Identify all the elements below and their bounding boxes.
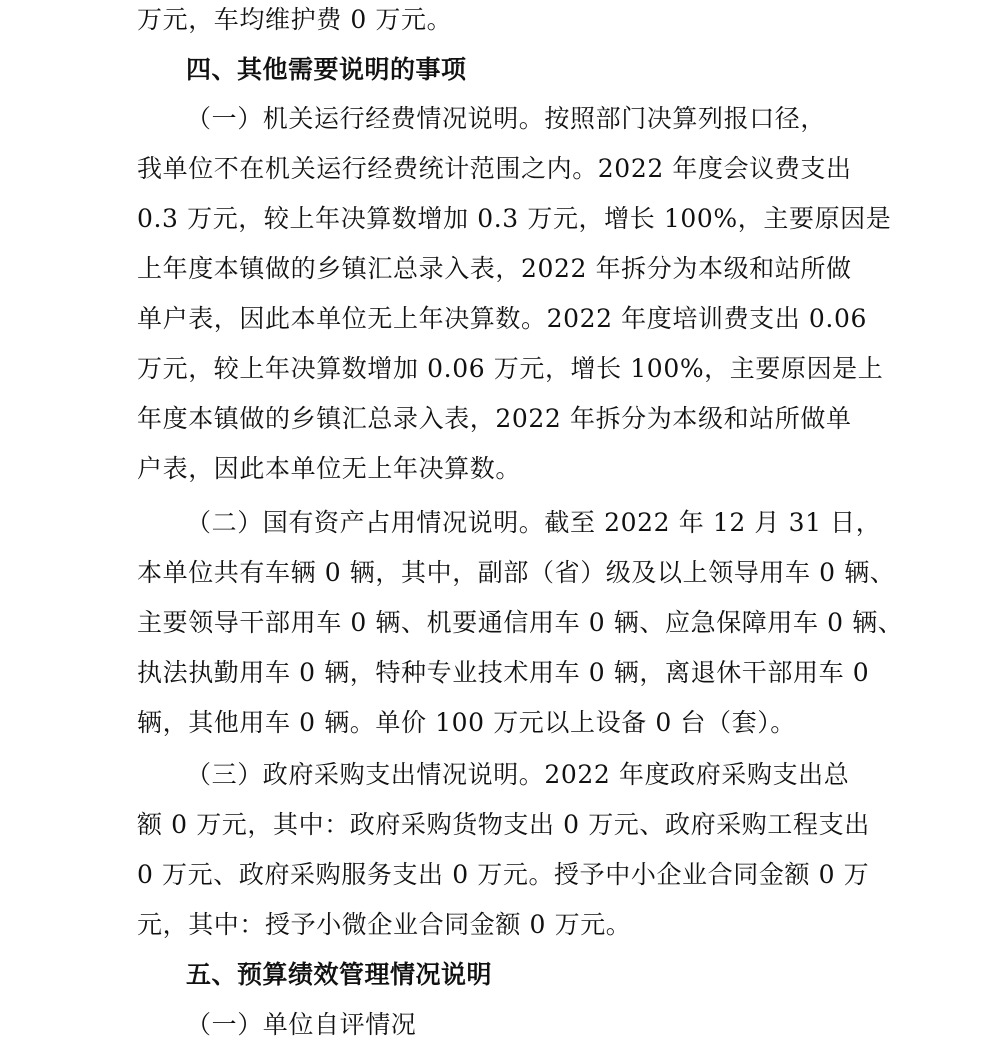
- paragraph-2-line-5: 辆，其他用车 0 辆。单价 100 万元以上设备 0 台（套）。: [137, 708, 796, 737]
- paragraph-3-line-2: 额 0 万元，其中：政府采购货物支出 0 万元、政府采购工程支出: [137, 810, 870, 839]
- paragraph-2-line-3: 主要领导干部用车 0 辆、机要通信用车 0 辆、应急保障用车 0 辆、: [137, 608, 904, 637]
- paragraph-1-line-7: 年度本镇做的乡镇汇总录入表，2022 年拆分为本级和站所做单: [137, 404, 852, 433]
- subsection-title-1: （一）单位自评情况: [186, 1010, 417, 1039]
- paragraph-3-line-4: 元，其中：授予小微企业合同金额 0 万元。: [137, 910, 632, 939]
- paragraph-1-line-5: 单户表，因此本单位无上年决算数。2022 年度培训费支出 0.06: [137, 304, 867, 333]
- paragraph-2-line-4: 执法执勤用车 0 辆，特种专业技术用车 0 辆，离退休干部用车 0: [137, 658, 870, 687]
- paragraph-1-line-1: （一）机关运行经费情况说明。按照部门决算列报口径，: [186, 104, 827, 133]
- paragraph-2-line-1: （二）国有资产占用情况说明。截至 2022 年 12 月 31 日，: [186, 508, 882, 537]
- paragraph-2-line-2: 本单位共有车辆 0 辆，其中，副部（省）级及以上领导用车 0 辆、: [137, 558, 896, 587]
- section-heading-4: 四、其他需要说明的事项: [186, 55, 467, 84]
- paragraph-1-line-2: 我单位不在机关运行经费统计范围之内。2022 年度会议费支出: [137, 154, 852, 183]
- paragraph-3-line-3: 0 万元、政府采购服务支出 0 万元。授予中小企业合同金额 0 万: [137, 860, 870, 889]
- paragraph-1-line-4: 上年度本镇做的乡镇汇总录入表，2022 年拆分为本级和站所做: [137, 254, 852, 283]
- text-line-1: 万元，车均维护费 0 万元。: [137, 5, 453, 34]
- section-heading-5: 五、预算绩效管理情况说明: [186, 960, 493, 989]
- paragraph-1-line-3: 0.3 万元，较上年决算数增加 0.3 万元，增长 100%，主要原因是: [137, 204, 892, 233]
- paragraph-1-line-8: 户表，因此本单位无上年决算数。: [137, 454, 522, 483]
- paragraph-1-line-6: 万元，较上年决算数增加 0.06 万元，增长 100%，主要原因是上: [137, 354, 884, 383]
- paragraph-3-line-1: （三）政府采购支出情况说明。2022 年度政府采购支出总: [186, 760, 850, 789]
